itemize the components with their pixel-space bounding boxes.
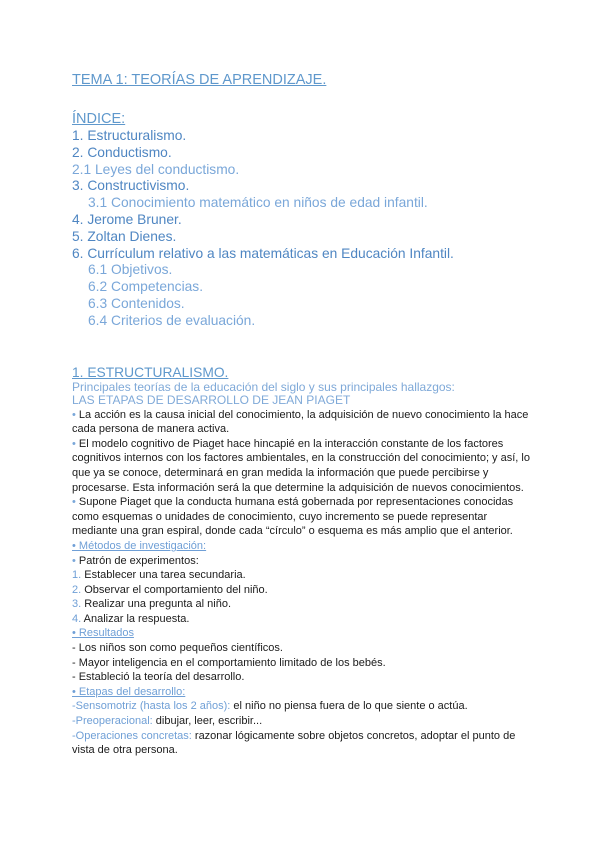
- index-item: 6.4 Criterios de evaluación.: [88, 312, 256, 328]
- bullet-icon: •: [72, 554, 76, 567]
- step-text: Analizar la respuesta.: [83, 612, 190, 625]
- paragraph-text: El modelo cognitivo de Piaget hace hincapié en la interacción constante de los factores cognitivos internos con los factores ambientales, en la construcción del conocimiento; y así, lo que ya se conoce, determinará en gran medida la información que puede percibirse y procesarse. Esta información será la que determine la adquisición de nuevos conocimientos.: [72, 437, 530, 494]
- step-number: 3.: [72, 598, 82, 611]
- index-item: 2. Conductismo.: [72, 144, 172, 160]
- pattern-line: [72, 554, 532, 569]
- index-item: 6.1 Objetivos.: [88, 262, 173, 278]
- step-number: 2.: [72, 583, 82, 596]
- bullet-icon: •: [72, 408, 76, 421]
- index-item: 6.2 Competencias.: [88, 279, 204, 295]
- methods-heading: • Métodos de investigación:: [72, 539, 207, 552]
- stage-label: -Operaciones concretas:: [72, 729, 192, 742]
- index-item: 6.3 Contenidos.: [88, 295, 185, 311]
- index-item: 6. Currículum relativo a las matemáticas en Educación Infantil.: [72, 245, 454, 261]
- step-item: [72, 583, 532, 598]
- stage-text: el niño no piensa fuera de lo que siente o actúa.: [230, 700, 468, 713]
- section-heading: 1. ESTRUCTURALISMO.: [72, 364, 229, 380]
- stage-label: -Sensomotriz (hasta los 2 años):: [72, 700, 231, 713]
- stage-item: [72, 729, 532, 758]
- bullet-icon: •: [72, 437, 76, 450]
- index-item: 2.1 Leyes del conductismo.: [72, 161, 240, 177]
- result-item: - Estableció la teoría del desarrollo.: [72, 671, 245, 684]
- index-heading: ÍNDICE:: [72, 111, 126, 127]
- results-heading: • Resultados: [72, 627, 134, 640]
- index-item: 4. Jerome Bruner.: [72, 211, 182, 227]
- bullet-icon: •: [72, 496, 76, 509]
- stage-label: -Preoperacional:: [72, 715, 153, 728]
- paragraph-text: Supone Piaget que la conducta humana está gobernada por representaciones conocidas como esquemas o unidades de conocimiento, cuyo incremento se puede representar mediante una gran espiral, donde cada “círculo” o esquema es más amplio que el anterior.: [72, 496, 514, 538]
- document-page: [72, 70, 532, 758]
- stage-item: [72, 714, 532, 729]
- index-item: 3. Constructivismo.: [72, 178, 190, 194]
- index-item: 5. Zoltan Dienes.: [72, 228, 177, 244]
- step-item: [72, 568, 532, 583]
- stages-heading: • Etapas del desarrollo:: [72, 685, 186, 698]
- index-item: 1. Estructuralismo.: [72, 128, 187, 143]
- stage-text: razonar lógicamente sobre objetos concretos, adoptar el punto de vista de otra persona.: [72, 729, 516, 757]
- paragraph: [72, 495, 532, 539]
- result-item: - Los niños son como pequeños científicos.: [72, 642, 283, 655]
- step-item: [72, 597, 532, 612]
- paragraph: [72, 408, 532, 437]
- document-title: TEMA 1: TEORÍAS DE APRENDIZAJE.: [72, 72, 327, 88]
- step-text: Observar el comportamiento del niño.: [84, 583, 268, 596]
- step-item: [72, 612, 532, 627]
- pattern-text: Patrón de experimentos:: [78, 554, 199, 567]
- index-list: [72, 128, 532, 330]
- section-subtitle-piaget: LAS ETAPAS DE DESARROLLO DE JEAN PIAGET: [72, 393, 351, 408]
- section-subtitle: Principales teorías de la educación del siglo y sus principales hallazgos:: [72, 379, 455, 394]
- step-number: 1.: [72, 569, 82, 582]
- result-item: - Mayor inteligencia en el comportamiento limitado de los bebés.: [72, 656, 386, 669]
- step-text: Realizar una pregunta al niño.: [84, 598, 232, 611]
- step-text: Establecer una tarea secundaria.: [84, 569, 246, 582]
- step-number: 4.: [72, 612, 82, 625]
- index-item: 3.1 Conocimiento matemático en niños de edad infantil.: [88, 195, 428, 211]
- paragraph: [72, 437, 532, 495]
- stage-item: [72, 699, 532, 714]
- stage-text: dibujar, leer, escribir...: [152, 715, 263, 728]
- paragraph-text: La acción es la causa inicial del conocimiento, la adquisición de nuevo conocimiento la hace cada persona de manera activa.: [72, 408, 529, 436]
